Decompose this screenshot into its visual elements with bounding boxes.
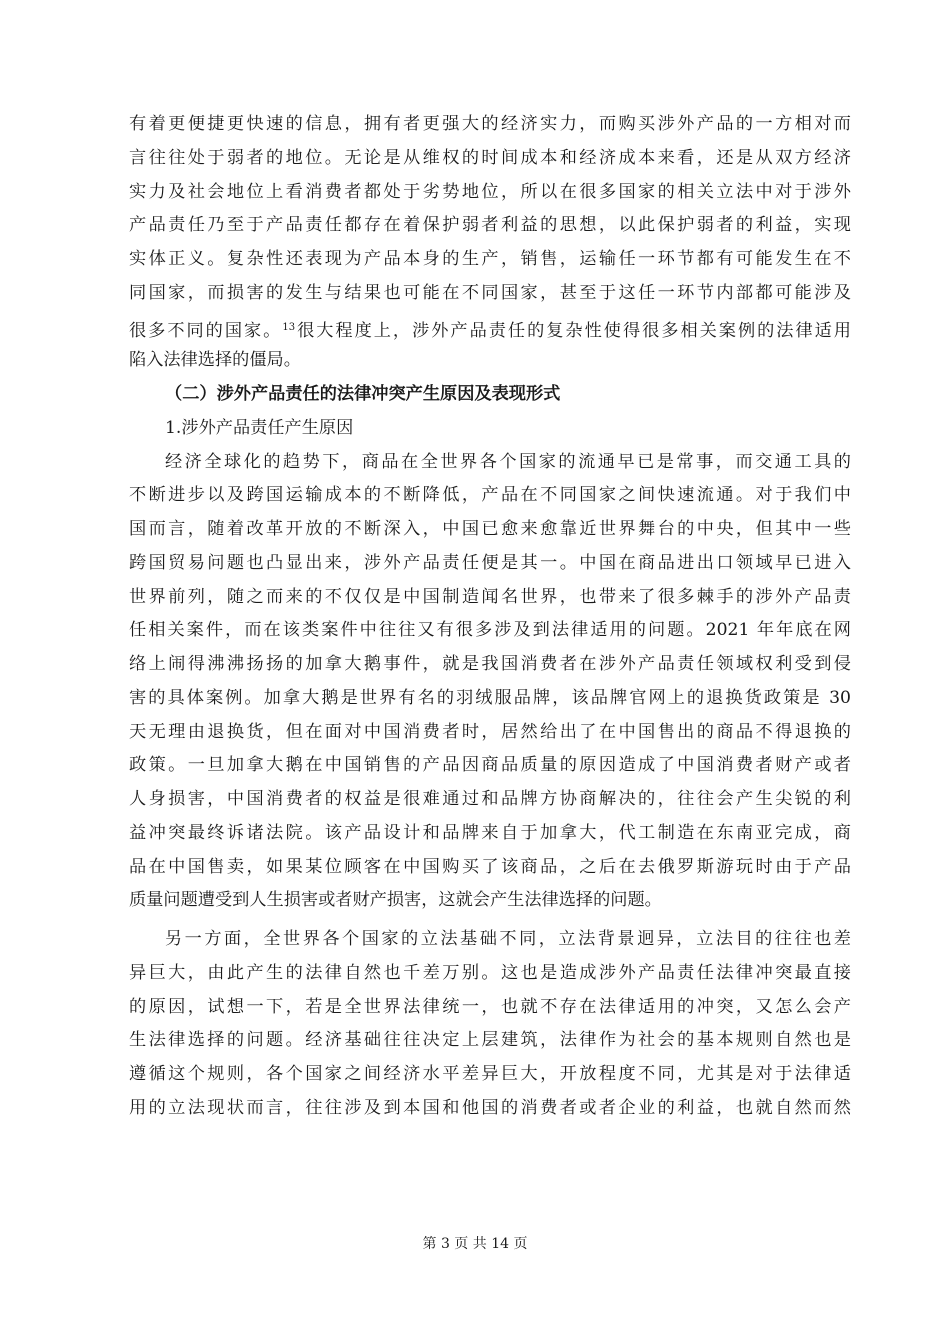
text-line: 跨国贸易问题也凸显出来，涉外产品责任便是其一。中国在商品进出口领域早已进入	[129, 552, 851, 573]
text-line: 实力及社会地位上看消费者都处于劣势地位，所以在很多国家的相关立法中对于涉外	[129, 181, 851, 202]
text-line: 不断进步以及跨国运输成本的不断降低，产品在不同国家之间快速流通。对于我们中	[129, 485, 851, 506]
text-line: 天无理由退换货，但在面对中国消费者时，居然给出了在中国售出的商品不得退换的	[129, 721, 851, 742]
text-line: 异巨大，由此产生的法律自然也千差万别。这也是造成涉外产品责任法律冲突最直接	[129, 962, 851, 983]
text-line: 生法律选择的问题。经济基础往往决定上层建筑，法律作为社会的基本规则自然也是	[129, 1030, 851, 1051]
text-line: 陷入法律选择的僵局。	[129, 350, 301, 371]
text-line: 用的立法现状而言，往往涉及到本国和他国的消费者或者企业的利益，也就自然而然	[129, 1097, 851, 1118]
text-line: 同国家，而损害的发生与结果也可能在不同国家，甚至于这任一环节内部都可能涉及	[129, 282, 851, 303]
body-text	[129, 108, 851, 1126]
text-line: 有着更便捷更快速的信息，拥有者更强大的经济实力，而购买涉外产品的一方相对而	[129, 114, 851, 134]
section-heading: （二）涉外产品责任的法律冲突产生原因及表现形式	[165, 384, 561, 404]
paragraph-3	[129, 923, 851, 1126]
text-line: 经济全球化的趋势下，商品在全世界各个国家的流通早已是常事，而交通工具的	[165, 451, 851, 472]
text-line: 人身损害，中国消费者的权益是很难通过和品牌方协商解决的，往往会产生尖锐的利	[129, 789, 851, 809]
text-line: 任相关案件，而在该类案件中往往又有很多涉及到法律适用的问题。2021 年年底在网	[129, 620, 851, 641]
text-line: 产品责任乃至于产品责任都存在着保护弱者利益的思想，以此保护弱者的利益，实现	[129, 215, 851, 236]
text-segment: 很大程度上，涉外产品责任的复杂性使得很多相关案例的法律适用	[295, 320, 851, 341]
text-line: 络上闹得沸沸扬扬的加拿大鹅事件，就是我国消费者在涉外产品责任领域权利受到侵	[129, 654, 851, 674]
subheading: 1.涉外产品责任产生原因	[165, 417, 354, 438]
text-line: 政策。一旦加拿大鹅在中国销售的产品因商品质量的原因造成了中国消费者财产或者	[129, 755, 851, 776]
footnote-marker: 13	[282, 321, 296, 333]
text-line: 益冲突最终诉诸法院。该产品设计和品牌来自于加拿大，代工制造在东南亚完成，商	[129, 822, 851, 843]
text-segment: 很多不同的国家。	[129, 320, 283, 341]
text-line: 言往往处于弱者的地位。无论是从维权的时间成本和经济成本来看，还是从双方经济	[129, 147, 851, 168]
page-number-footer: 第 3 页 共 14 页	[422, 1236, 528, 1252]
text-line: 的原因，试想一下，若是全世界法律统一，也就不存在法律适用的冲突，又怎么会产	[129, 996, 851, 1017]
text-line: 国而言，随着改革开放的不断深入，中国已愈来愈靠近世界舞台的中央，但其中一些	[129, 519, 851, 539]
text-line: 质量问题遭受到人生损害或者财产损害，这就会产生法律选择的问题。	[129, 890, 662, 911]
paragraph-2	[129, 446, 851, 919]
text-line: 害的具体案例。加拿大鹅是世界有名的羽绒服品牌，该品牌官网上的退换货政策是 30	[129, 687, 851, 708]
text-line	[129, 311, 851, 345]
text-line: 世界前列，随之而来的不仅仅是中国制造闻名世界，也带来了很多棘手的涉外产品责	[129, 586, 851, 607]
text-line: 品在中国售卖，如果某位顾客在中国购买了该商品，之后在去俄罗斯游玩时由于产品	[129, 856, 851, 877]
text-line: 另一方面，全世界各个国家的立法基础不同，立法背景迥异，立法目的往往也差	[165, 929, 851, 949]
text-line: 遵循这个规则，各个国家之间经济水平差异巨大，开放程度不同，尤其是对于法律适	[129, 1064, 851, 1084]
paragraph-1	[129, 108, 851, 378]
text-line: 实体正义。复杂性还表现为产品本身的生产，销售，运输任一环节都有可能发生在不	[129, 249, 851, 269]
